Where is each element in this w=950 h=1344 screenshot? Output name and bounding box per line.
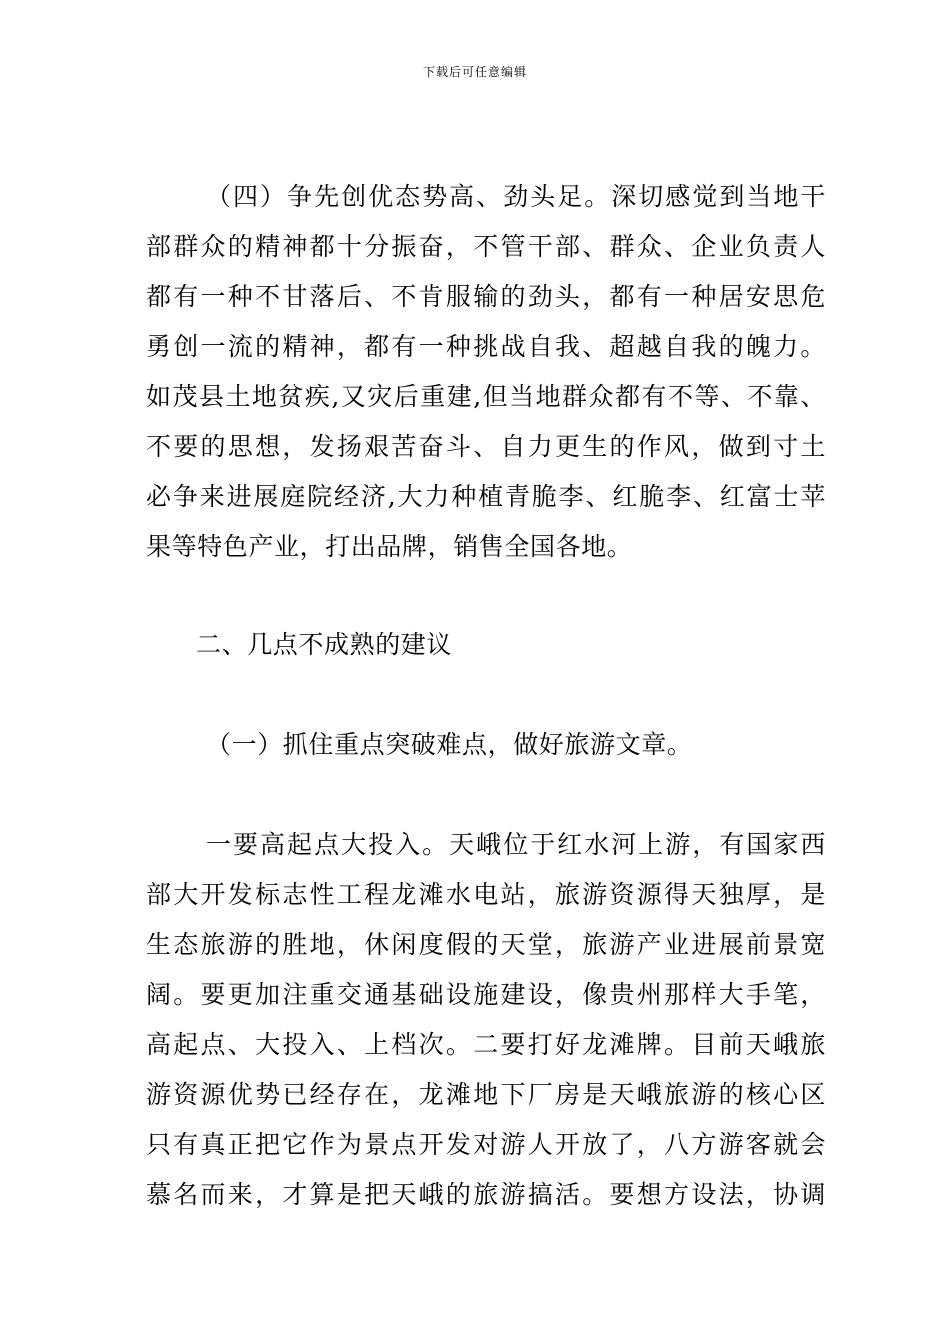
text-line: （四）争先创优态势高、劲头足。深切感觉到当地干	[206, 182, 826, 211]
text-line: 生态旅游的胜地，休闲度假的天堂，旅游产业进展前景宽	[146, 930, 826, 959]
text-line: 部大开发标志性工程龙滩水电站，旅游资源得天独厚，是	[146, 880, 826, 909]
text-line: 游资源优势已经存在，龙滩地下厂房是天峨旅游的核心区	[146, 1080, 826, 1109]
text-line: 都有一种不甘落后、不肯服输的劲头，都有一种居安思危	[146, 282, 826, 311]
subsection-heading: （一）抓住重点突破难点，做好旅游文章。	[206, 730, 693, 759]
text-line: 一要高起点大投入。天峨位于红水河上游，有国家西	[206, 830, 826, 859]
text-line: 慕名而来，才算是把天峨的旅游搞活。要想方设法，协调	[146, 1180, 826, 1209]
text-line: 部群众的精神都十分振奋，不管干部、群众、企业负责人	[146, 232, 826, 261]
text-line: 勇创一流的精神，都有一种挑战自我、超越自我的魄力。	[146, 332, 826, 361]
text-line: 必争来进展庭院经济,大力种植青脆李、红脆李、红富士苹	[146, 482, 826, 511]
section-heading: 二、几点不成熟的建议	[196, 630, 453, 659]
text-line: 只有真正把它作为景点开发对游人开放了，八方游客就会	[146, 1130, 826, 1159]
text-line: 不要的思想，发扬艰苦奋斗、自力更生的作风，做到寸土	[146, 432, 826, 461]
text-line: 如茂县土地贫疾,又灾后重建,但当地群众都有不等、不靠、	[146, 382, 826, 411]
page-header: 下载后可任意编辑	[422, 65, 527, 79]
text-line: 阔。要更加注重交通基础设施建设，像贵州那样大手笔，	[146, 980, 826, 1009]
text-line: 高起点、大投入、上档次。二要打好龙滩牌。目前天峨旅	[146, 1030, 826, 1059]
text-line: 果等特色产业，打出品牌，销售全国各地。	[146, 532, 633, 561]
